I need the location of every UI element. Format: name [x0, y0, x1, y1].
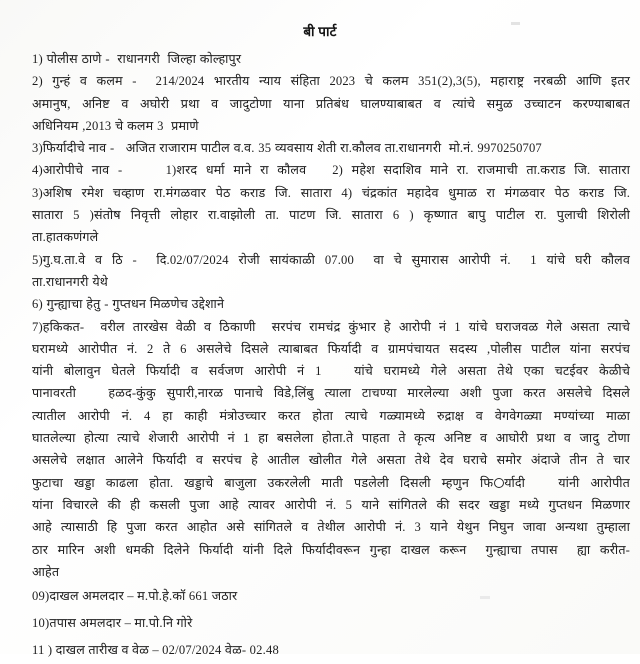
field-complainant	[32, 137, 630, 159]
scan-smudge-icon	[494, 478, 504, 488]
motive-line: 6) गुन्ह्याचा हेतु - गुप्तधन मिळणेच उद्देशाने	[32, 297, 225, 312]
facts-line-2: घरामध्ये आरोपीत नं. 2 ते 6 असलेचे दिसले त्याबाबत फिर्यादी व ग्रामपंचायत सदस्य ,पोलीस पाटील यांना सरपंच	[32, 341, 630, 356]
complainant-line: 3)फिर्यादीचे नाव - अजित राजाराम पाटील व.व. 35 व्यवसाय शेती रा.कौलव ता.राधानगरी मो.नं. 9970250707	[32, 141, 542, 156]
facts-line-12: आहेत	[32, 564, 60, 579]
accused-line-1: 4)आरोपीचे नाव - 1)शरद धर्मा माने रा कौलव 2) महेश सदाशिव माने रा. राजमाची ता.कराड जि. सातारा	[32, 163, 630, 178]
facts-line-4-text: पानावरती हळद-कुंकु सुपारी,नारळ पानाचे विडे,लिंबु त्याला टाचण्या मारलेल्या अशी पुजा करत असलेचे दिसले	[32, 386, 630, 401]
page-title: बी पार्ट	[303, 24, 337, 39]
facts-line-8	[32, 472, 630, 494]
datetime-place-line-1: 5)गु.घ.ता.वे व ठि - दि.02/07/2024 रोजी सायंकाळी 07.00 वा चे सुमारास आरोपी नं. 1 यांचे घरी कौलव	[32, 252, 630, 267]
accused-line-2: 3)अशिष रमेश चव्हाण रा.मंगळवार पेठ कराड जि. सातारा 4) चंद्रकांत महादेव धुमाळ रा मंगळवार पेठ कराड जि.	[32, 185, 630, 200]
field-police-station	[32, 48, 630, 70]
facts-line-8-pre: फुटाचा खड्डा काढला होता. खड्डाचे बाजुला उकरलेली माती पडलेली दिसली म्हणुन फि	[32, 475, 494, 490]
facts-line-5: त्यातील आरोपी नं. 4 हा काही मंत्रोउच्चार करत होता त्याचे गळ्यामध्ये रुद्राक्ष व वेगवेगळ्या मण्यांच्या माळा	[32, 408, 630, 423]
police-station-line: 1) पोलीस ठाणे - राधानगरी जिल्हा कोल्हापुर	[32, 52, 242, 66]
facts-line-4	[32, 382, 630, 404]
facts-line-8-post: र्यादी यांनी आरोपीत	[504, 475, 631, 490]
scan-artifact-bottom	[480, 596, 490, 599]
facts-line-11: ठार मारिन अशी धमकी दिलेने फिर्यादी यांनी दिले फिर्यादीवरून गुन्हा दाखल करून गुन्ह्याचा तपास ह्या करीत-	[32, 542, 630, 557]
offence-line-3: अधिनियम ,2013 चे कलम 3 प्रमाणे	[32, 118, 199, 133]
facts-line-1: 7)हकिकत- वरील तारखेस वेळी व ठिकाणी सरपंच रामचंद्र कुंभार हे आरोपी नं 1 यांचे घराजवळ गेले असता त्याचे	[32, 319, 630, 334]
registration-datetime-line: 11 ) दाखल तारीख व वेळ – 02/07/2024 वेळ- 02.48	[32, 643, 279, 658]
field-registration-datetime	[32, 637, 630, 664]
field-offence-datetime-place	[32, 249, 630, 294]
offence-line-2: अमानुष, अनिष्ट व अघोरी प्रथा व जादुटोणा याना प्रतिबंध घालण्याबाबत व त्यांचे समुळ उच्चाटन करण्याबाबत	[32, 96, 630, 111]
facts-line-9: यांना विचारले की ही कसली पुजा आहे त्यावर आरोपी नं. 5 याने सांगितले की सदर खड्डा मध्ये गुप्तधन मिळणार	[32, 497, 630, 512]
offence-line-1: 2) गुन्हं व कलम - 214/2024 भारतीय न्याय संहिता 2023 चे कलम 351(2),3(5), महाराष्ट्र नरबळी आणि इतर	[32, 74, 630, 89]
field-motive	[32, 293, 630, 315]
datetime-place-line-2: ता.राधानगरी येथे	[32, 274, 109, 289]
field-investigating-officer	[32, 610, 630, 637]
investigating-officer-line: 10)तपास अमलदार – मा.पो.नि गोरे	[32, 616, 193, 631]
field-offence-sections	[32, 70, 630, 137]
facts-line-6: घातलेल्या होत्या त्याचे शेजारी आरोपी नं 1 हा बसलेला होता.ते पाहता ते कृत्य अनिष्ट व आघोरी प्रथा व जादु टोणा	[32, 431, 630, 446]
field-registering-officer	[32, 583, 630, 610]
facts-line-10: आहे त्यासाठी हि पुजा करत आहोत असे सांगितले व तेथील आरोपी नं. 3 याने येथुन निघुन जावा अन्यथा तुम्हाला	[32, 520, 630, 535]
field-facts	[32, 316, 630, 584]
registering-officer-line: 09)दाखल अमलदार – म.पो.हे.कॉ 661 जठार	[32, 589, 238, 604]
document-body	[0, 48, 640, 664]
facts-line-3: यांनी बोलावुन घेतले फिर्यादी व सर्वजण आरोपी नं 1 यांचे घरामध्ये गेले असता तेथे एका चटईवर केळीचे	[32, 364, 630, 379]
accused-line-3: सातारा 5 )संतोष निवृत्ती लोहार रा.वाझोली ता. पाटण जि. सातारा 6 ) कृष्णात बापु पाटील रा. पुलाची शिरोली	[32, 208, 630, 223]
field-accused	[32, 159, 630, 248]
facts-line-7: असलेचे लक्षात आलेने फिर्यादी व सरपंच हे आतील खोलीत गेले असता तेथे देव घराचे समोर अंदाजे तीन ते चार	[32, 453, 630, 468]
accused-line-4: ता.हातकणंगले	[32, 230, 99, 245]
scan-artifact-top	[511, 22, 520, 25]
